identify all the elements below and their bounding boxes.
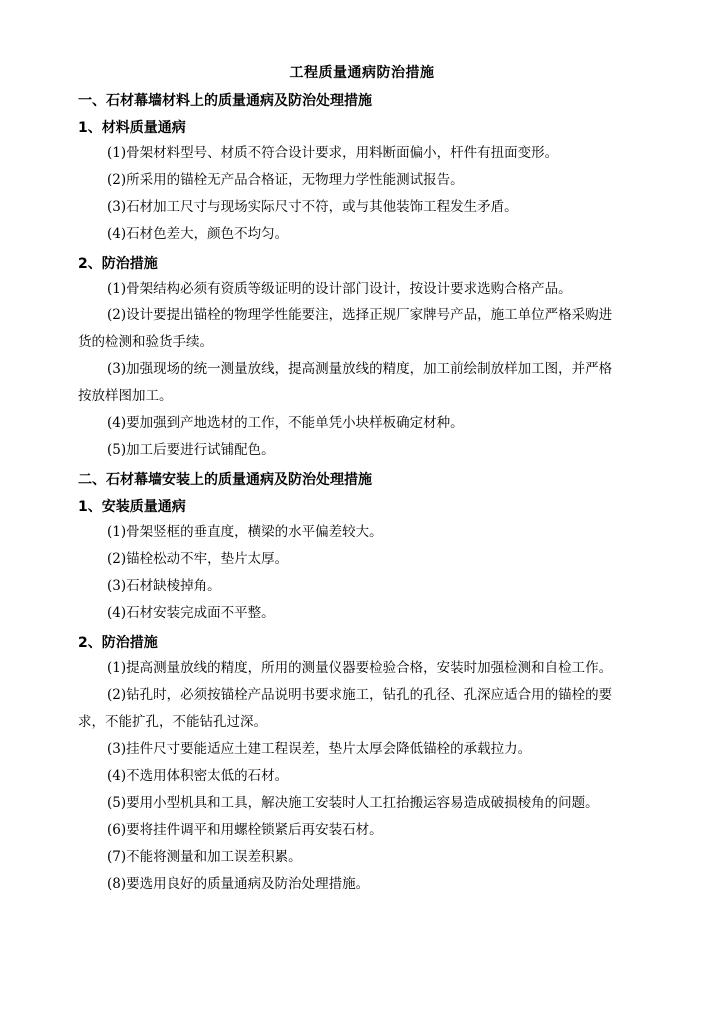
paragraph-line: (1)骨架结构必须有资质等级证明的设计部门设计，按设计要求选购合格产品。 [107, 281, 572, 297]
paragraph-line: (4)不选用体积密太低的石材。 [107, 768, 289, 784]
paragraph-line: (8)要选用良好的质量通病及防治处理措施。 [107, 876, 370, 892]
paragraph-line: (5)要用小型机具和工具，解决施工安装时人工扛抬搬运容易造成破损棱角的问题。 [107, 795, 599, 811]
paragraph-line: 按放样图加工。 [78, 388, 173, 404]
section-1-heading: 一、石材幕墙材料上的质量通病及防治处理措施 [78, 93, 372, 109]
paragraph-line: (1)提高测量放线的精度，所用的测量仪器要检验合格，安装时加强检测和自检工作。 [107, 660, 613, 676]
section-2-heading: 二、石材幕墙安装上的质量通病及防治处理措施 [78, 472, 372, 488]
paragraph-line: (1)骨架竖框的垂直度，横梁的水平偏差较大。 [107, 524, 383, 540]
paragraph-line: (5)加工后要进行试铺配色。 [107, 442, 275, 458]
document-title: 工程质量通病防治措施 [289, 65, 435, 81]
paragraph-line: 货的检测和验货手续。 [78, 334, 213, 350]
paragraph-line: (2)锚栓松动不牢，垫片太厚。 [107, 551, 289, 567]
paragraph-line: (3)挂件尺寸要能适应土建工程误差，垫片太厚会降低锚栓的承载拉力。 [107, 741, 532, 757]
section-1-1-heading: 1、材料质量通病 [78, 120, 186, 136]
paragraph-line: (3)加强现场的统一测量放线，提高测量放线的精度，加工前绘制放样加工图，并严格 [107, 361, 613, 377]
section-1-2-heading: 2、防治措施 [78, 256, 158, 272]
paragraph-line: (7)不能将测量和加工误差积累。 [107, 849, 302, 865]
paragraph-line: (2)设计要提出锚栓的物理学性能要注，选择正规厂家牌号产品，施工单位严格采购进 [107, 307, 613, 323]
paragraph-line: (2)钻孔时，必须按锚栓产品说明书要求施工，钻孔的孔径、孔深应适合用的锚栓的要 [107, 687, 613, 703]
paragraph-line: (4)要加强到产地选材的工作，不能单凭小块样板确定材种。 [107, 415, 464, 431]
paragraph-line: (2)所采用的锚栓无产品合格证，无物理力学性能测试报告。 [107, 172, 464, 188]
section-2-2-heading: 2、防治措施 [78, 635, 158, 651]
paragraph-line: (3)石材缺棱掉角。 [107, 578, 221, 594]
paragraph-line: (6)要将挂件调平和用螺栓锁紧后再安装石材。 [107, 822, 383, 838]
paragraph-line: (4)石材安装完成面不平整。 [107, 605, 275, 621]
paragraph-line: (4)石材色差大，颜色不均匀。 [107, 226, 289, 242]
paragraph-line: (3)石材加工尺寸与现场实际尺寸不符，或与其他装饰工程发生矛盾。 [107, 199, 518, 215]
paragraph-line: (1)骨架材料型号、材质不符合设计要求，用料断面偏小，杆件有扭面变形。 [107, 145, 559, 161]
paragraph-line: 求，不能扩孔，不能钻孔过深。 [78, 714, 267, 730]
section-2-1-heading: 1、安装质量通病 [78, 499, 186, 515]
